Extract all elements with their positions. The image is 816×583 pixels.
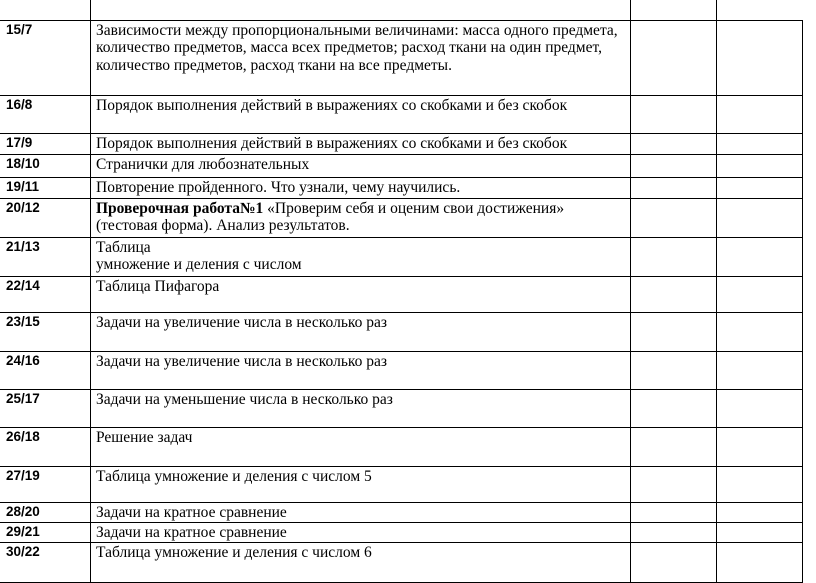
empty-cell — [631, 466, 717, 502]
lesson-topic-cell: Задачи на кратное сравнение — [91, 522, 631, 542]
table-row — [0, 312, 803, 351]
empty-cell — [631, 276, 717, 312]
lesson-topic-cell: Повторение пройденного. Что узнали, чему научились. — [91, 177, 631, 198]
lesson-number-cell: 21/13 — [0, 237, 91, 276]
empty-cell — [631, 389, 717, 427]
lesson-number-cell: 18/10 — [0, 154, 91, 177]
lesson-topic-cell: Порядок выполнения действий в выражениях со скобками и без скобок — [91, 133, 631, 154]
lesson-topic-text-line2: умножение и деления с числом — [96, 256, 302, 273]
empty-cell — [717, 312, 803, 351]
lesson-topic-cell: Таблица Пифагора — [91, 276, 631, 312]
lesson-topic-cell: Задачи на увеличение числа в несколько раз — [91, 312, 631, 351]
empty-cell — [717, 198, 803, 237]
empty-cell — [717, 95, 803, 133]
table-row — [0, 389, 803, 427]
empty-cell — [717, 466, 803, 502]
table-row — [0, 522, 803, 542]
empty-cell — [631, 427, 717, 466]
empty-cell — [631, 502, 717, 522]
lesson-number-cell: 27/19 — [0, 466, 91, 502]
empty-cell — [631, 154, 717, 177]
empty-cell — [717, 133, 803, 154]
table-row — [0, 466, 803, 502]
table-row — [0, 95, 803, 133]
lesson-topic-cell — [91, 0, 631, 20]
empty-cell — [717, 20, 803, 95]
lesson-number-cell: 16/8 — [0, 95, 91, 133]
lesson-number-cell: 25/17 — [0, 389, 91, 427]
empty-cell — [717, 542, 803, 582]
lesson-topic-cell: Задачи на увеличение числа в несколько раз — [91, 351, 631, 389]
empty-cell — [631, 133, 717, 154]
lesson-topic-cell: Задачи на уменьшение числа в несколько раз — [91, 389, 631, 427]
empty-cell — [717, 389, 803, 427]
table-row — [0, 542, 803, 582]
lesson-topic-cell: Задачи на кратное сравнение — [91, 502, 631, 522]
lesson-number-cell: 15/7 — [0, 20, 91, 95]
empty-cell — [717, 502, 803, 522]
lesson-number-cell: 29/21 — [0, 522, 91, 542]
lesson-number-cell: 28/20 — [0, 502, 91, 522]
lesson-topic-cell: Странички для любознательных — [91, 154, 631, 177]
lesson-topic-cell: Решение задач — [91, 427, 631, 466]
table-row — [0, 133, 803, 154]
empty-cell — [717, 276, 803, 312]
lesson-topic-cell — [91, 237, 631, 276]
lesson-number-cell: 22/14 — [0, 276, 91, 312]
empty-cell — [631, 542, 717, 582]
empty-cell — [631, 198, 717, 237]
empty-cell — [631, 522, 717, 542]
lesson-number-cell: 30/22 — [0, 542, 91, 582]
table-row — [0, 20, 803, 95]
table-row — [0, 427, 803, 466]
empty-cell — [631, 20, 717, 95]
lesson-number-cell: 24/16 — [0, 351, 91, 389]
lesson-topic-cell: Таблица умножение и деления с числом 6 — [91, 542, 631, 582]
table-row — [0, 198, 803, 237]
lesson-number-cell: 17/9 — [0, 133, 91, 154]
table-row — [0, 351, 803, 389]
table-row — [0, 154, 803, 177]
lesson-topic-cell: Порядок выполнения действий в выражениях со скобками и без скобок — [91, 95, 631, 133]
empty-cell — [717, 0, 803, 20]
empty-cell — [631, 0, 717, 20]
empty-cell — [631, 95, 717, 133]
lesson-number-cell: 26/18 — [0, 427, 91, 466]
table-row — [0, 502, 803, 522]
lesson-number-cell: 23/15 — [0, 312, 91, 351]
empty-cell — [631, 351, 717, 389]
empty-cell — [717, 177, 803, 198]
lesson-topic-text: «Проверим себя и оценим свои достижения» (тестовая форма). Анализ результатов. — [96, 199, 565, 234]
lesson-number-cell: 20/12 — [0, 198, 91, 237]
empty-cell — [717, 237, 803, 276]
empty-cell — [631, 312, 717, 351]
lesson-number-cell: 19/11 — [0, 177, 91, 198]
test-work-label: Проверочная работа№1 — [96, 199, 264, 217]
lesson-number-cell — [0, 0, 91, 20]
empty-cell — [631, 177, 717, 198]
table-row — [0, 177, 803, 198]
empty-cell — [717, 427, 803, 466]
table-row — [0, 237, 803, 276]
lesson-topic-text: Таблица — [96, 238, 151, 256]
empty-cell — [717, 351, 803, 389]
lesson-topic-cell: Зависимости между пропорциональными величинами: масса одного предмета, количество предметов, масса всех предметов; расход ткани на один предмет, количество предметов, расход ткани на все предметы. — [91, 20, 631, 95]
lesson-topic-cell: Таблица умножение и деления с числом 5 — [91, 466, 631, 502]
empty-cell — [717, 154, 803, 177]
table-row — [0, 276, 803, 312]
lesson-topic-cell — [91, 198, 631, 237]
empty-cell — [717, 522, 803, 542]
table-row — [0, 0, 803, 20]
empty-cell — [631, 237, 717, 276]
